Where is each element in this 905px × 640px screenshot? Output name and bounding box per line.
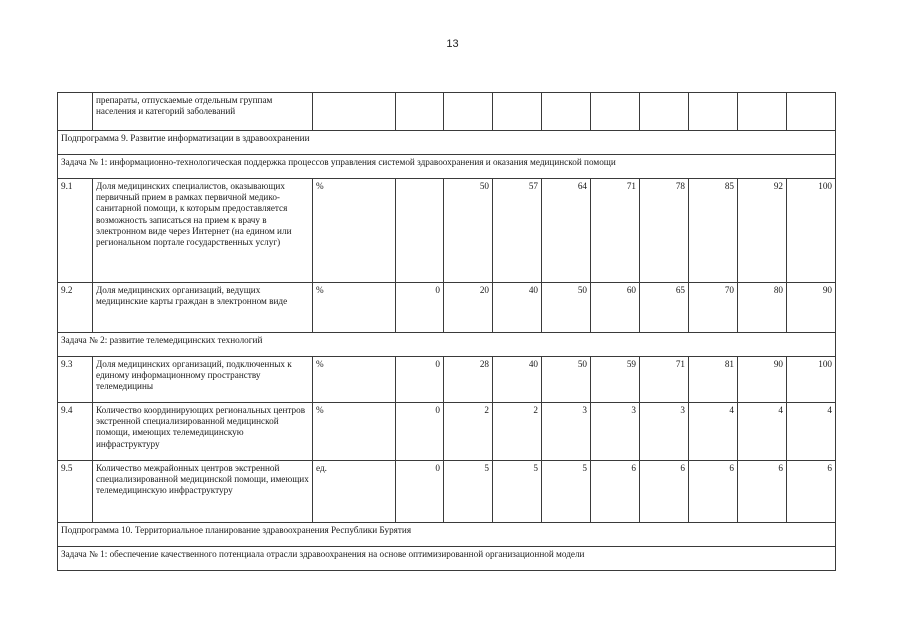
unit-cell: ед.: [313, 461, 396, 523]
value-cell: 6: [689, 461, 738, 523]
value-cell: 71: [640, 357, 689, 403]
subprogram-heading: Подпрограмма 9. Развитие информатизации в здравоохранении: [58, 131, 836, 155]
indicator-name: Количество координирующих региональных центров экстренной специализированной медицинской помощи, имеющих телемедицинскую инфраструктуру: [93, 403, 313, 461]
value-cell: 2: [493, 403, 542, 461]
unit-cell: %: [313, 283, 396, 333]
value-cell: 64: [542, 179, 591, 283]
value-cell: 71: [591, 179, 640, 283]
value-cell: 50: [444, 179, 493, 283]
value-cell: 3: [591, 403, 640, 461]
value-cell: 2: [444, 403, 493, 461]
table-row: [58, 461, 836, 523]
table-row: [58, 357, 836, 403]
row-code: 9.4: [58, 403, 93, 461]
value-cell: 0: [396, 283, 444, 333]
value-cell: 4: [738, 403, 787, 461]
value-cell: 28: [444, 357, 493, 403]
value-cell: 57: [493, 179, 542, 283]
indicator-name: Количество межрайонных центров экстренной специализированной медицинской помощи, имеющих телемедицинскую инфраструктуру: [93, 461, 313, 523]
indicator-name: Доля медицинских организаций, подключенных к единому информационному пространству телемедицины: [93, 357, 313, 403]
value-cell: 59: [591, 357, 640, 403]
indicator-name: Доля медицинских специалистов, оказывающих первичный прием в рамках первичной медико-санитарной помощи, к которым предоставляется возможность записаться на прием к врачу в электронном виде через Интернет (на едином или региональном портале государственных услуг): [93, 179, 313, 283]
value-cell: 100: [787, 179, 836, 283]
section-row: [58, 547, 836, 571]
value-cell: [396, 179, 444, 283]
table-row: [58, 403, 836, 461]
value-cell: 6: [787, 461, 836, 523]
value-cell: 81: [689, 357, 738, 403]
task-heading: Задача № 1: информационно-технологическая поддержка процессов управления системой здравоохранения и оказания медицинской помощи: [58, 155, 836, 179]
indicator-name: препараты, отпускаемые отдельным группам населения и категорий заболеваний: [93, 93, 313, 131]
value-cell: [591, 93, 640, 131]
value-cell: 80: [738, 283, 787, 333]
value-cell: [396, 93, 444, 131]
value-cell: 4: [689, 403, 738, 461]
value-cell: [689, 93, 738, 131]
value-cell: 40: [493, 283, 542, 333]
value-cell: 0: [396, 461, 444, 523]
value-cell: 50: [542, 357, 591, 403]
row-code: 9.3: [58, 357, 93, 403]
section-row: [58, 155, 836, 179]
value-cell: 3: [542, 403, 591, 461]
row-code: 9.5: [58, 461, 93, 523]
value-cell: 65: [640, 283, 689, 333]
value-cell: 78: [640, 179, 689, 283]
value-cell: 50: [542, 283, 591, 333]
value-cell: 6: [591, 461, 640, 523]
value-cell: 0: [396, 357, 444, 403]
value-cell: 90: [738, 357, 787, 403]
value-cell: 6: [738, 461, 787, 523]
value-cell: 5: [444, 461, 493, 523]
section-row: [58, 131, 836, 155]
unit-cell: %: [313, 179, 396, 283]
value-cell: [493, 93, 542, 131]
value-cell: 85: [689, 179, 738, 283]
value-cell: [738, 93, 787, 131]
row-code: 9.1: [58, 179, 93, 283]
value-cell: 5: [542, 461, 591, 523]
subprogram-heading: Подпрограмма 10. Территориальное планирование здравоохранения Республики Бурятия: [58, 523, 836, 547]
task-heading: Задача № 2: развитие телемедицинских технологий: [58, 333, 836, 357]
value-cell: 4: [787, 403, 836, 461]
value-cell: [787, 93, 836, 131]
value-cell: 100: [787, 357, 836, 403]
unit-cell: %: [313, 357, 396, 403]
table-row: [58, 179, 836, 283]
page-number: 13: [446, 38, 459, 50]
value-cell: 60: [591, 283, 640, 333]
row-code: 9.2: [58, 283, 93, 333]
section-row: [58, 523, 836, 547]
value-cell: 40: [493, 357, 542, 403]
table-row: [58, 93, 836, 131]
value-cell: [444, 93, 493, 131]
indicator-name: Доля медицинских организаций, ведущих медицинские карты граждан в электронном виде: [93, 283, 313, 333]
value-cell: 5: [493, 461, 542, 523]
section-row: [58, 333, 836, 357]
value-cell: 20: [444, 283, 493, 333]
value-cell: 92: [738, 179, 787, 283]
value-cell: 90: [787, 283, 836, 333]
value-cell: 6: [640, 461, 689, 523]
row-code: [58, 93, 93, 131]
value-cell: 0: [396, 403, 444, 461]
value-cell: 70: [689, 283, 738, 333]
value-cell: [542, 93, 591, 131]
table-row: [58, 283, 836, 333]
unit-cell: %: [313, 403, 396, 461]
value-cell: [640, 93, 689, 131]
indicators-table: [57, 92, 836, 571]
value-cell: 3: [640, 403, 689, 461]
unit-cell: [313, 93, 396, 131]
task-heading: Задача № 1: обеспечение качественного потенциала отрасли здравоохранения на основе оптимизированной организационной модели: [58, 547, 836, 571]
